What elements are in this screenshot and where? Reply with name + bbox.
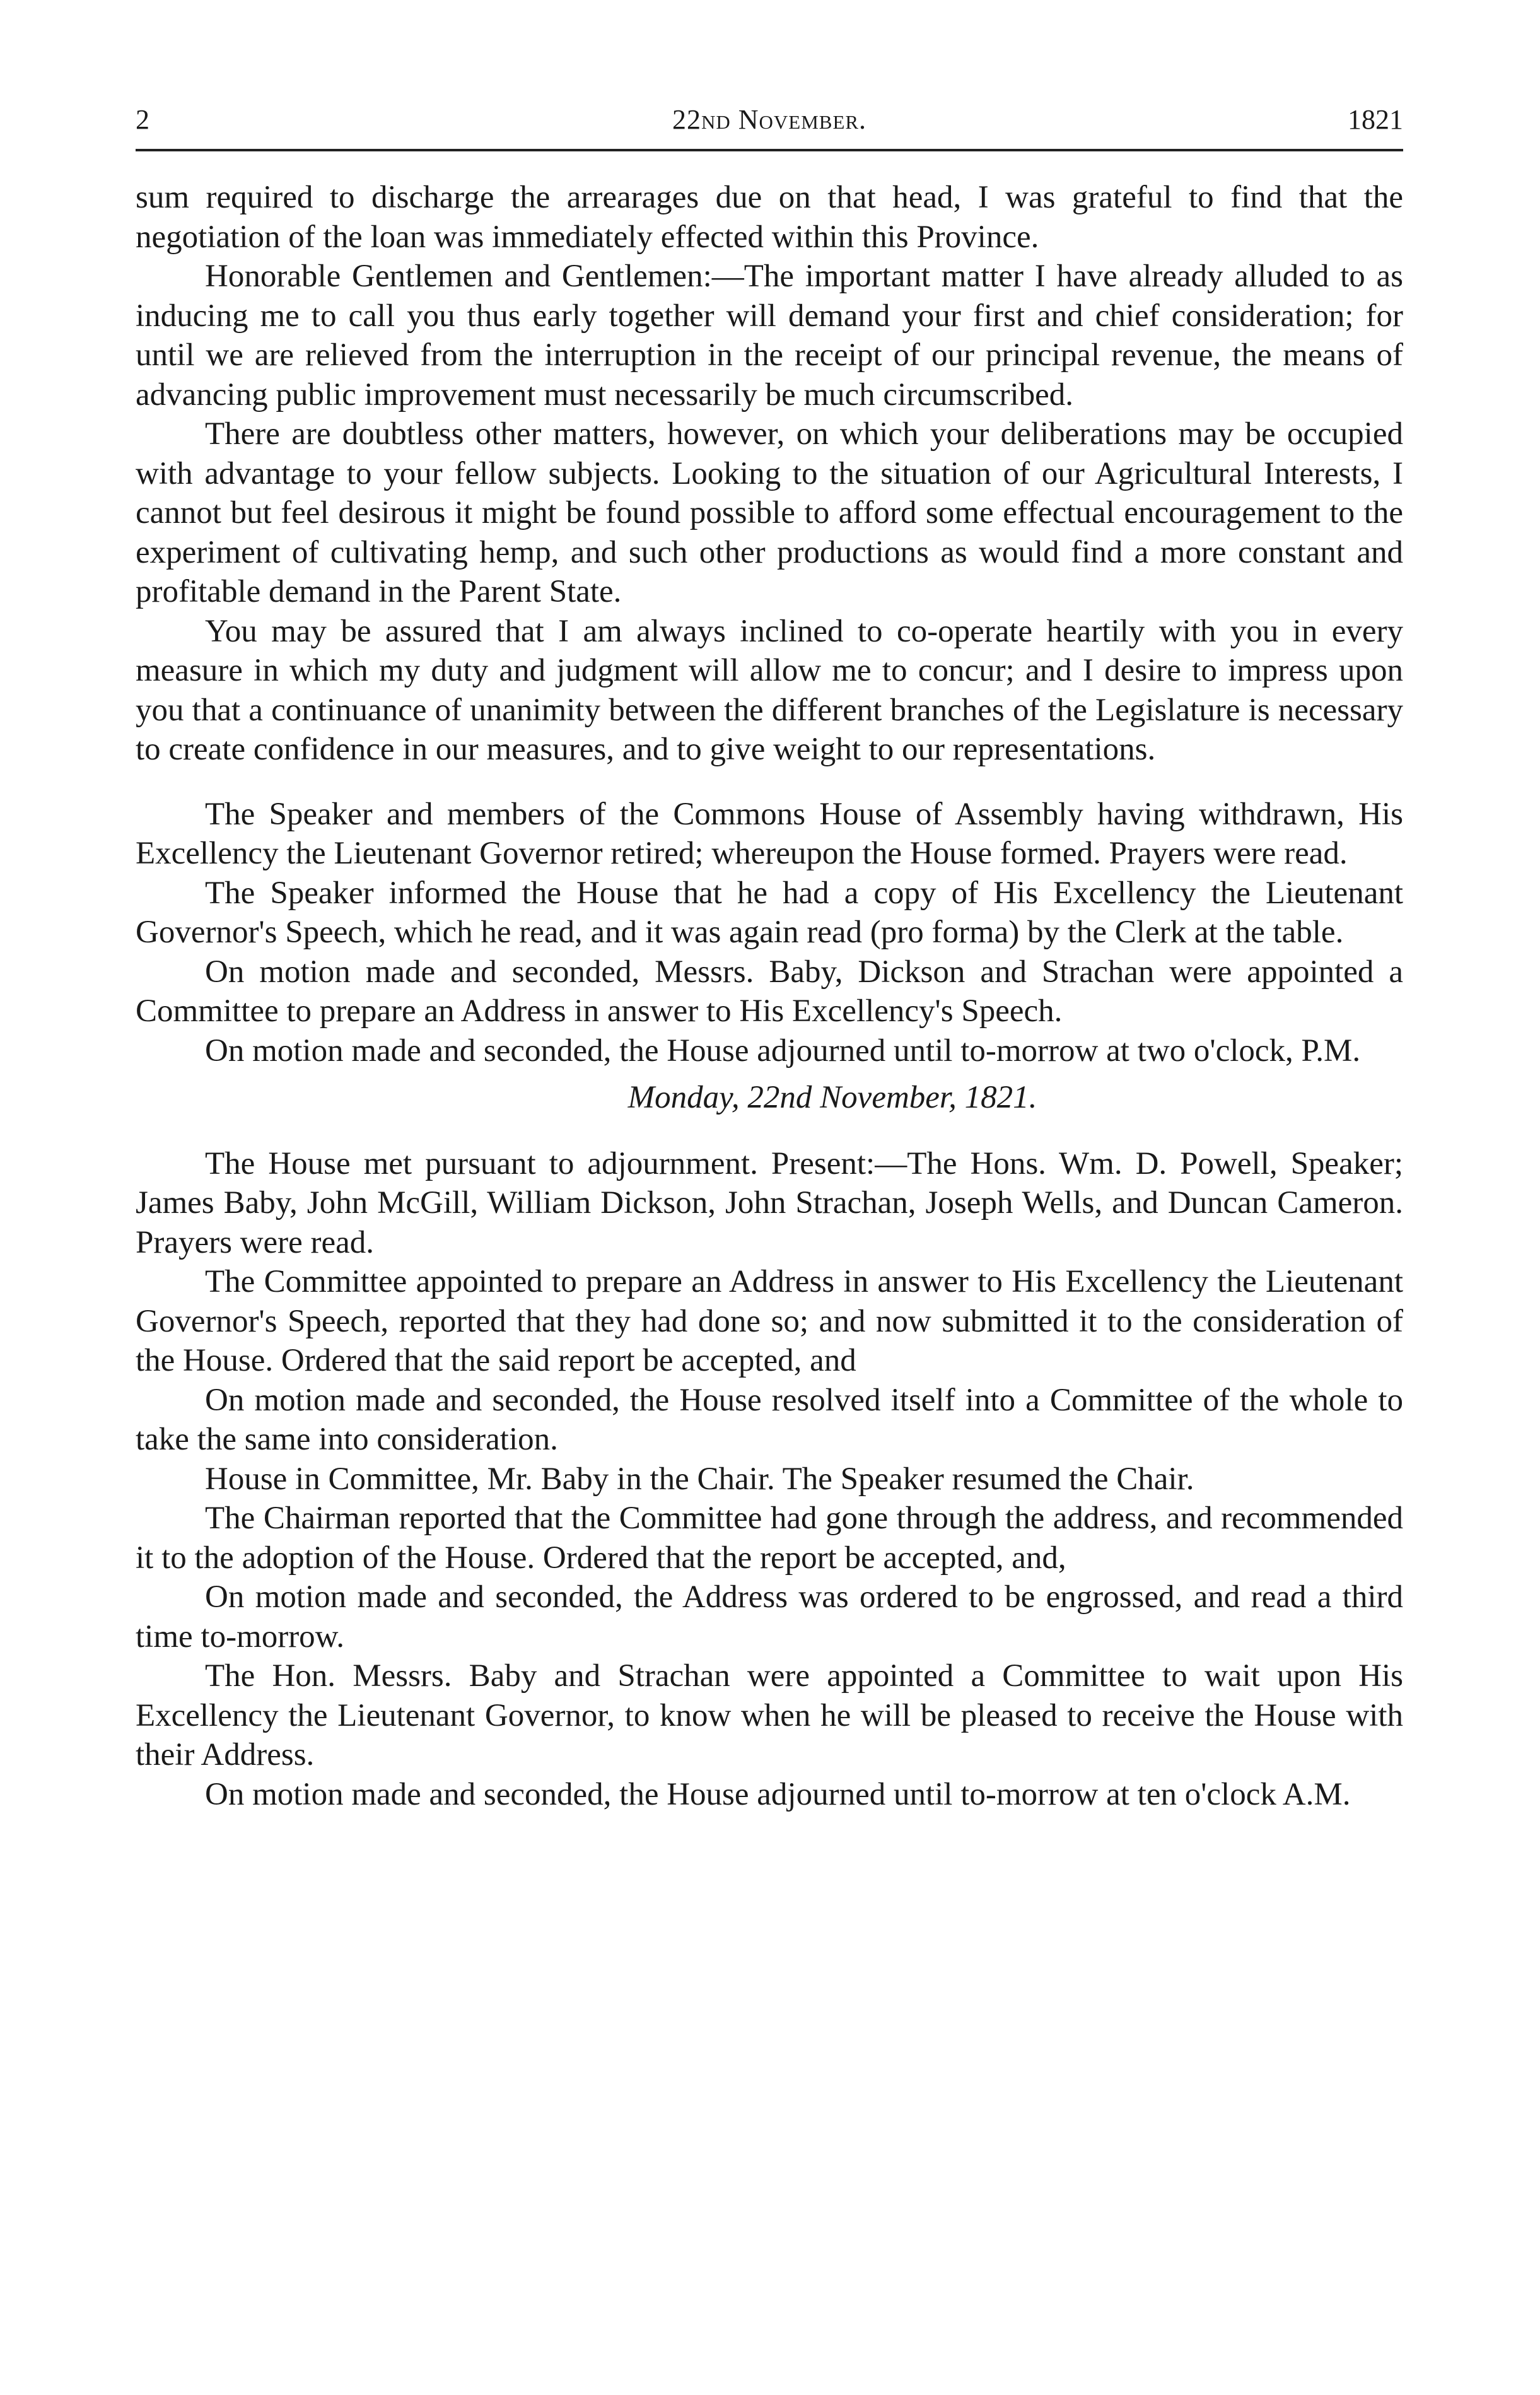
running-header — [136, 95, 1403, 145]
paragraph: The Speaker informed the House that he had a copy of His Excellency the Lieutenant Governor's Speech, which he read, and it was again read (pro forma) by the Clerk at the table. — [136, 875, 1403, 950]
page-number: 2 — [136, 104, 149, 135]
header-rule — [136, 149, 1403, 151]
paragraph: On motion made and seconded, Messrs. Baby, Dickson and Strachan were appointed a Committee to prepare an Address in answer to His Excellency's Speech. — [136, 954, 1403, 1029]
paragraph: On motion made and seconded, the House adjourned until to-morrow at two o'clock, P.M. — [205, 1033, 1361, 1069]
paragraph: Honorable Gentlemen and Gentlemen:—The important matter I have already alluded to as inducing me to call you thus early together will demand your first and chief consideration; for until we are relieved from the interruption in the receipt of our principal revenue, the means of advancing public improvement must necessarily be much circumscribed. — [136, 259, 1403, 413]
header-year: 1821 — [1348, 104, 1403, 135]
body-text — [136, 178, 1403, 1814]
paragraph: You may be assured that I am always inclined to co-operate heartily with you in every measure in which my duty and judgment will allow me to concur; and I desire to impress upon you that a continuance of unanimity between the different branches of the Legislature is necessary to create confidence in our measures, and to give weight to our representations. — [136, 613, 1403, 767]
header-date: 22nd November. — [672, 104, 867, 135]
session-dateline: Monday, 22nd November, 1821. — [627, 1080, 1037, 1115]
paragraph: sum required to discharge the arrearages due on that head, I was grateful to find that the negotiation of the loan was immediately effected within this Province. — [136, 180, 1403, 255]
paragraph: The Committee appointed to prepare an Address in answer to His Excellency the Lieutenant Governor's Speech, reported that they had done so; and now submitted it to the consideration of the House. Ordered that the said report be accepted, and — [136, 1264, 1403, 1378]
paragraph: On motion made and seconded, the House adjourned until to-morrow at ten o'clock A.M. — [205, 1776, 1351, 1812]
paragraph: On motion made and seconded, the Address was ordered to be engrossed, and read a third time to-morrow. — [136, 1579, 1403, 1654]
paragraph: House in Committee, Mr. Baby in the Chair. The Speaker resumed the Chair. — [205, 1461, 1194, 1497]
paragraph: The Hon. Messrs. Baby and Strachan were appointed a Committee to wait upon His Excellency the Lieutenant Governor, to know when he will be pleased to receive the House with their Address. — [136, 1658, 1403, 1772]
paragraph: The House met pursuant to adjournment. Present:—The Hons. Wm. D. Powell, Speaker; James Baby, John McGill, William Dickson, John Strachan, Joseph Wells, and Duncan Cameron. Prayers were read. — [136, 1145, 1403, 1260]
paragraph: There are doubtless other matters, however, on which your deliberations may be occupied with advantage to your fellow subjects. Looking to the situation of our Agricultural Interests, I cannot but feel desirous it might be found possible to afford some effectual encouragement to the experiment of cultivating hemp, and such other productions as would find a more constant and profitable demand in the Parent State. — [136, 416, 1403, 609]
paragraph: The Chairman reported that the Committee had gone through the address, and recommended it to the adoption of the House. Ordered that the report be accepted, and, — [136, 1501, 1403, 1576]
paragraph: The Speaker and members of the Commons House of Assembly having withdrawn, His Excellency the Lieutenant Governor retired; whereupon the House formed. Prayers were read. — [136, 796, 1403, 871]
paragraph: On motion made and seconded, the House resolved itself into a Committee of the whole to take the same into consideration. — [136, 1382, 1403, 1457]
